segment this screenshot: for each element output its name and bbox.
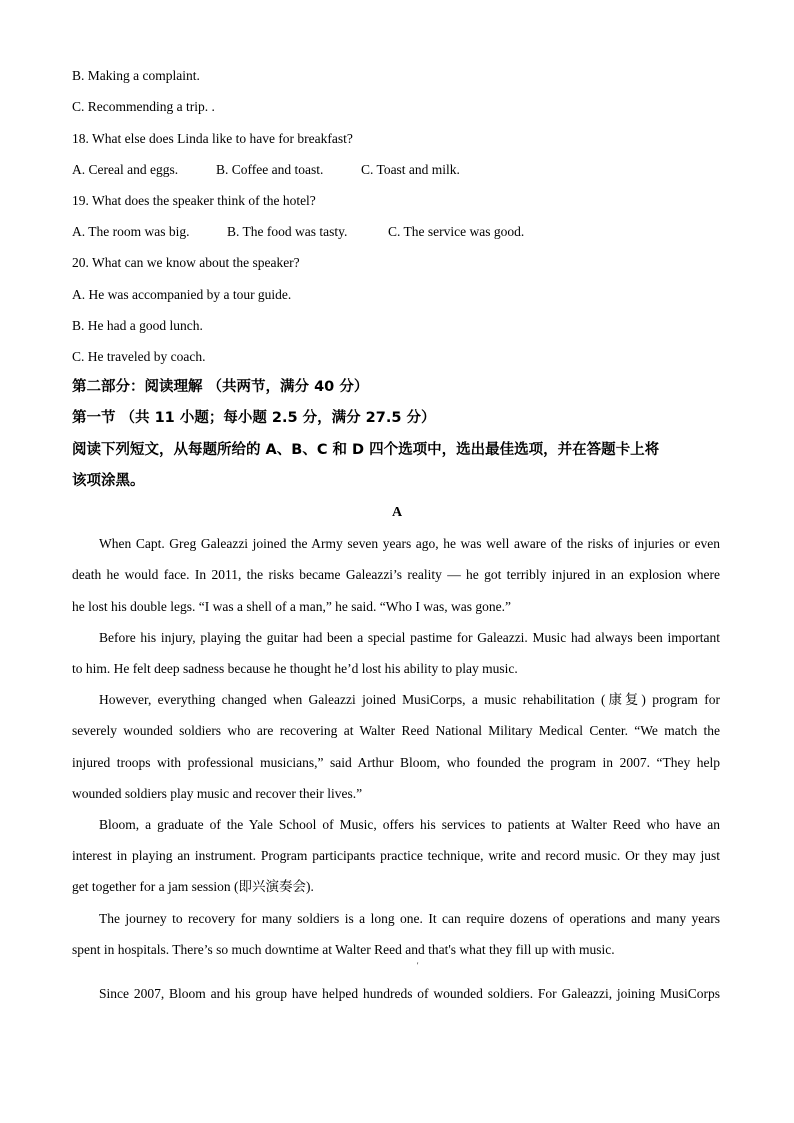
q18-option-a: A. Cereal and eggs. [72,162,179,177]
passage-line: Since 2007, Bloom and his group have helped hundreds of wounded soldiers. For Galeazzi, joining MusiCorps [99,986,720,1001]
passage-line: However, everything changed when Galeazzi joined MusiCorps, a music rehabilitation (康复) program for [99,692,720,707]
q19-option-a: A. The room was big. [72,224,190,239]
q20-question: 20. What can we know about the speaker? [72,255,300,270]
q19-option-c: C. The service was good. [388,224,525,239]
passage-line: spent in hospitals. There’s so much downtime at Walter Reed and that's what they fill up with music. [72,942,615,957]
passage-line: Before his injury, playing the guitar had been a special pastime for Galeazzi. Music had always been important [99,630,720,645]
section-one-title: 第一节 （共 11 小题；每小题 2.5 分，满分 27.5 分） [72,410,436,426]
passage-line: to him. He felt deep sadness because he thought he’d lost his ability to play music. [72,661,518,676]
stray-mark: ' [417,961,419,970]
q20-option-b: B. He had a good lunch. [72,318,203,333]
passage-line: When Capt. Greg Galeazzi joined the Army seven years ago, he was well aware of the risks of injuries or even [99,536,720,551]
passage-line: he lost his double legs. “I was a shell of a man,” he said. “Who I was, was gone.” [72,599,512,614]
q20-option-a: A. He was accompanied by a tour guide. [72,287,292,302]
q17-option-b: B. Making a complaint. [72,68,200,83]
q19-options [72,223,524,241]
passage-label: A [391,505,403,520]
q19-option-b: B. The food was tasty. [227,224,348,239]
q18-question: 18. What else does Linda like to have for breakfast? [72,131,353,146]
q17-option-c: C. Recommending a trip. . [72,99,215,114]
passage-line: injured troops with professional musicians,” said Arthur Bloom, who founded the program in 2007. “They help [72,755,720,770]
instruction-line-1: 阅读下列短文，从每题所给的 A、B、C 和 D 四个选项中，选出最佳选项，并在答题卡上将 [72,442,660,458]
passage-line: Bloom, a graduate of the Yale School of Music, offers his services to patients at Walter Reed who have an [99,817,720,832]
instruction-line-2: 该项涂黑。 [72,473,145,489]
passage-line: wounded soldiers play music and recover their lives.” [72,786,363,801]
passage-line: death he would face. In 2011, the risks became Galeazzi’s reality — he got terribly injured in an explosion where [72,567,720,582]
q19-question: 19. What does the speaker think of the hotel? [72,193,316,208]
passage-line: get together for a jam session (即兴演奏会). [72,879,314,894]
q18-option-c: C. Toast and milk. [361,162,460,177]
passage-line: interest in playing an instrument. Program participants practice technique, write and record music. Or they may just [72,848,720,863]
q18-options [72,161,460,179]
part-two-title: 第二部分：阅读理解 （共两节，满分 40 分） [72,379,369,395]
passage-line: The journey to recovery for many soldiers is a long one. It can require dozens of operations and many years [99,911,720,926]
passage-line: severely wounded soldiers who are recovering at Walter Reed National Military Medical Center. “We match the [72,723,720,738]
q20-option-c: C. He traveled by coach. [72,349,206,364]
q18-option-b: B. Coffee and toast. [216,162,324,177]
